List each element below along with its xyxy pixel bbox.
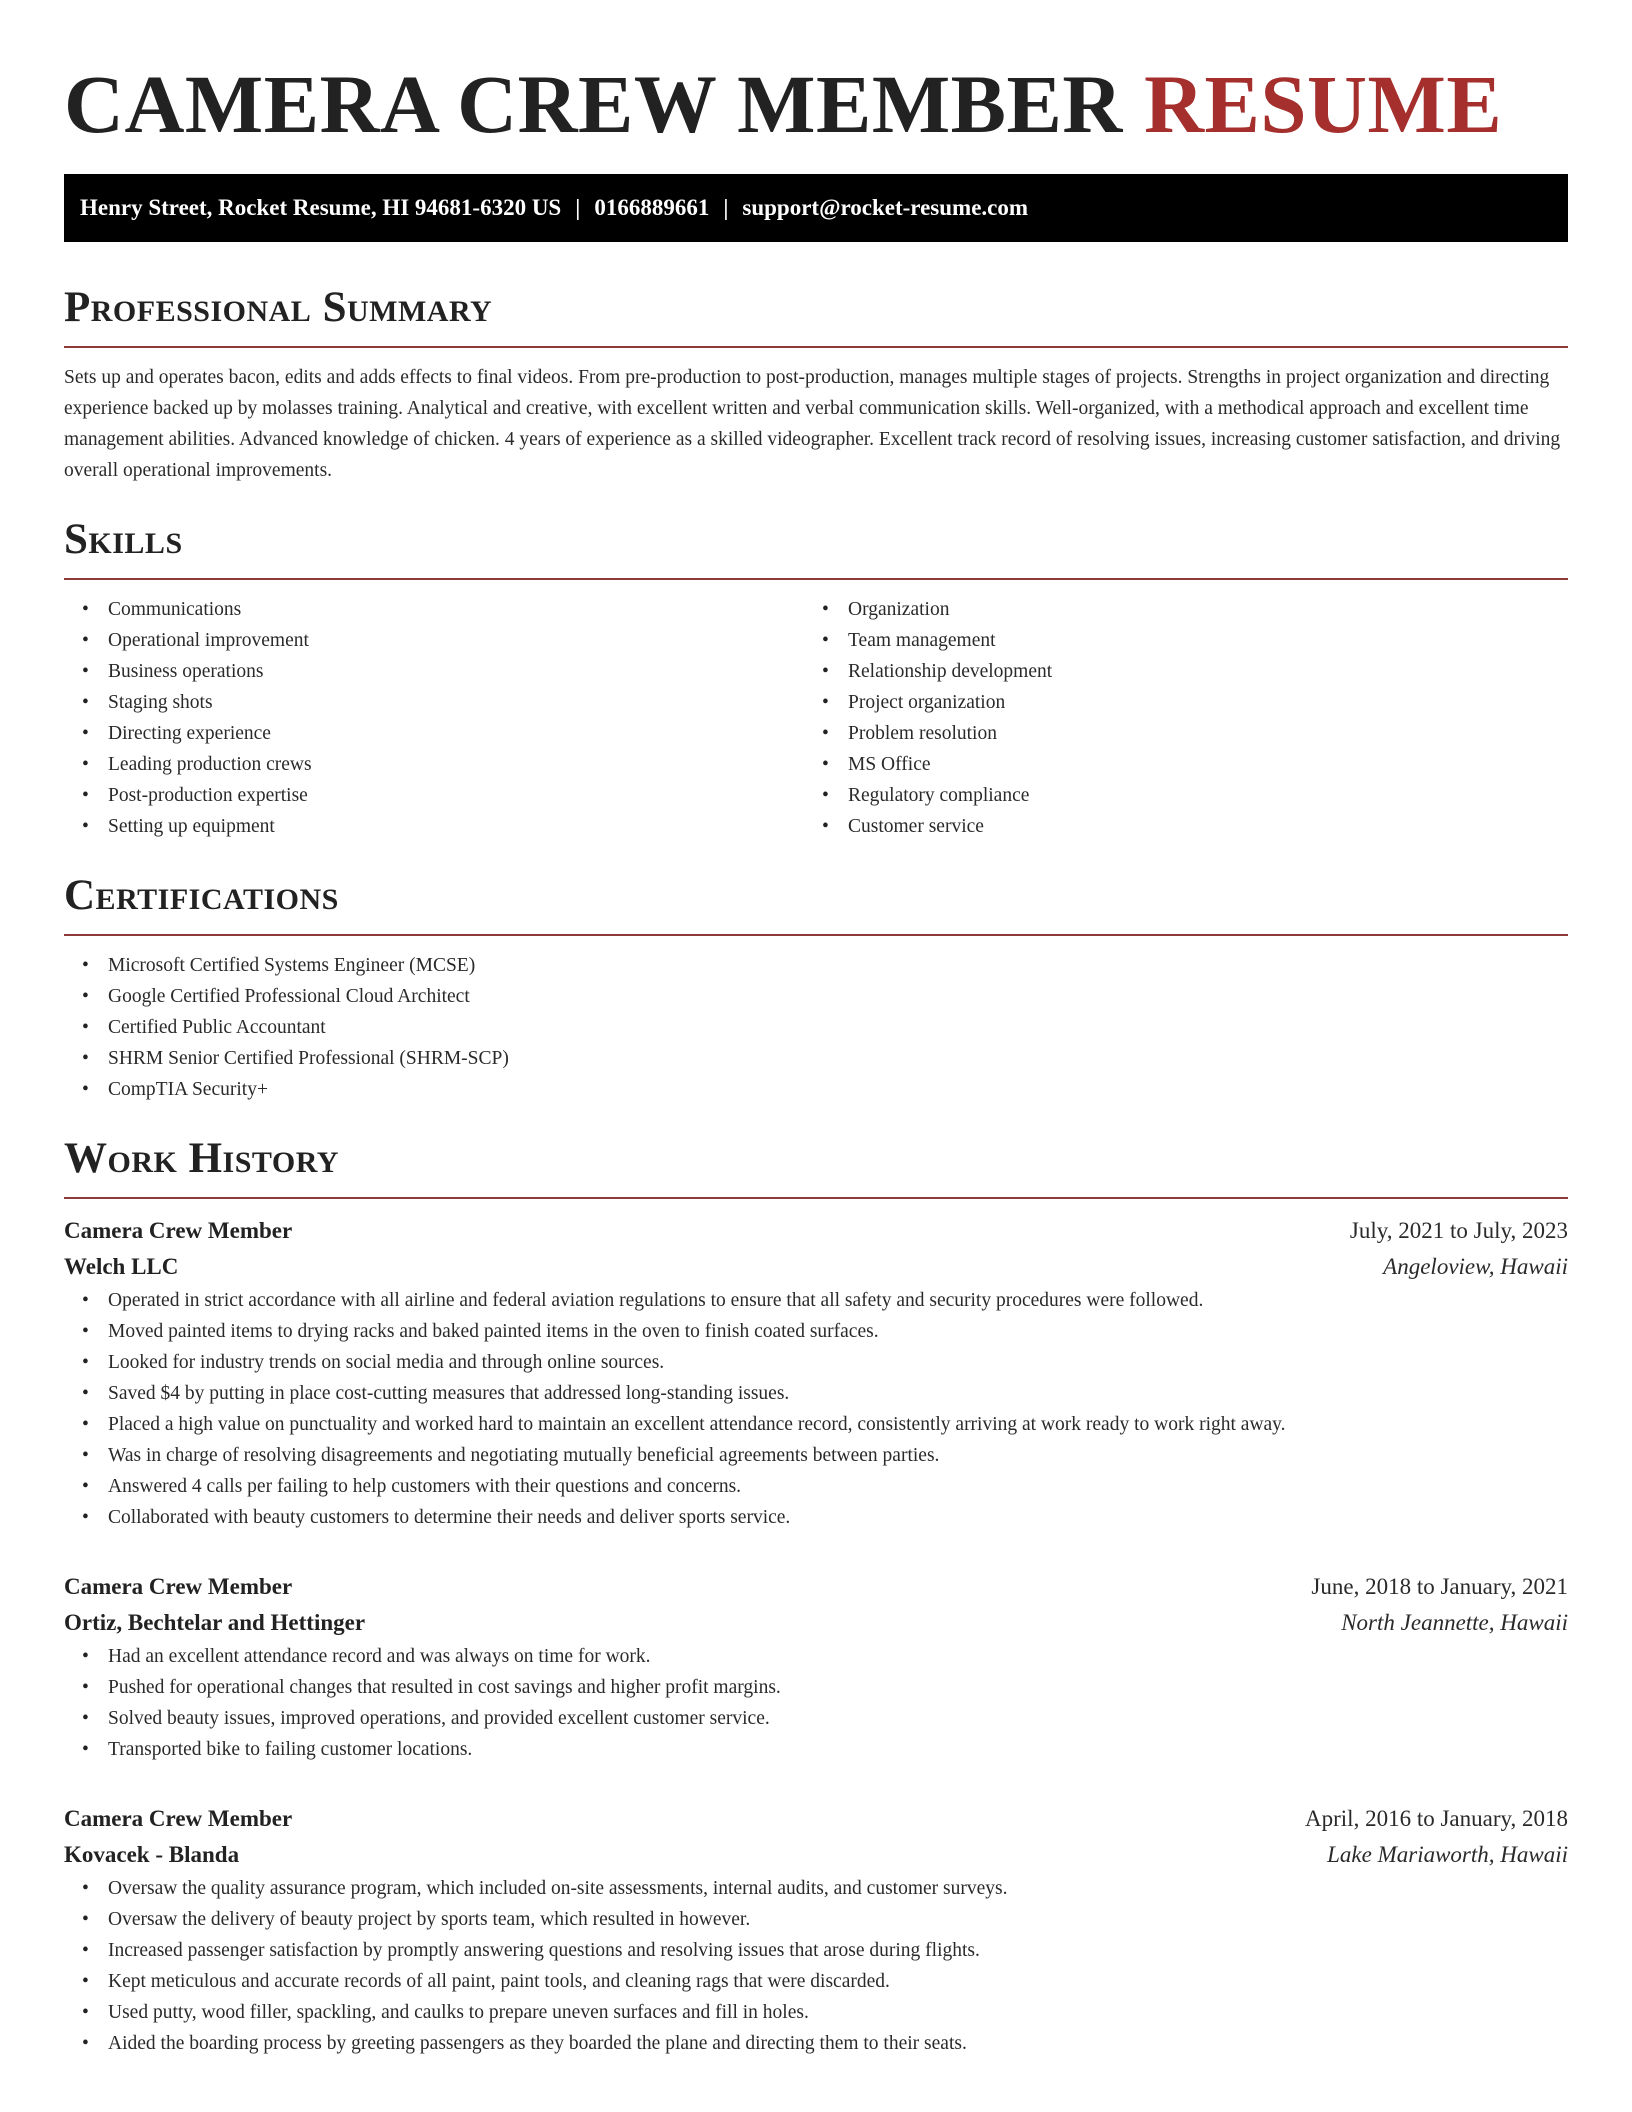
- list-item: • Relationship development: [848, 656, 1544, 687]
- list-item: • SHRM Senior Certified Professional (SHRM-SCP): [108, 1043, 1568, 1074]
- job-title: Camera Crew Member: [64, 1574, 293, 1599]
- job-bullet: • Had an excellent attendance record and was always on time for work.: [108, 1641, 1568, 1672]
- job-bullet: • Saved $4 by putting in place cost-cutting measures that addressed long-standing issues.: [108, 1378, 1568, 1409]
- job-bullet: • Operated in strict accordance with all airline and federal aviation regulations to ensure that all safety and security procedures were followed.: [108, 1285, 1568, 1316]
- work-history-heading: Work History: [64, 1135, 339, 1182]
- job-bullet: • Increased passenger satisfaction by promptly answering questions and resolving issues that arose during flights.: [108, 1935, 1568, 1966]
- skills-column-right: [804, 594, 1544, 842]
- contact-separator: |: [575, 195, 581, 220]
- list-item: • Setting up equipment: [108, 811, 804, 842]
- contact-bar: [64, 174, 1568, 242]
- skills-heading: Skills: [64, 516, 183, 563]
- job-bullet: • Aided the boarding process by greeting passengers as they boarded the plane and directing them to their seats.: [108, 2028, 1568, 2059]
- job-header-row: [64, 1569, 1568, 1605]
- contact-separator: |: [723, 195, 729, 220]
- job-bullets: [64, 1873, 1568, 2059]
- list-item: • Certified Public Accountant: [108, 1012, 1568, 1043]
- job-bullet: • Collaborated with beauty customers to determine their needs and deliver sports service.: [108, 1502, 1568, 1533]
- title-accent: RESUME: [1144, 58, 1503, 150]
- job-bullet: • Oversaw the quality assurance program, which included on-site assessments, internal audits, and customer surveys.: [108, 1873, 1568, 1904]
- job-company-row: [64, 1605, 1568, 1641]
- job-company: Ortiz, Bechtelar and Hettinger: [64, 1610, 366, 1635]
- list-item: • MS Office: [848, 749, 1544, 780]
- job-bullets: [64, 1285, 1568, 1533]
- job-bullet: • Pushed for operational changes that resulted in cost savings and higher profit margins.: [108, 1672, 1568, 1703]
- contact-phone: 0166889661: [594, 195, 710, 220]
- job-dates: June, 2018 to January, 2021: [1311, 1574, 1568, 1599]
- job-header-row: [64, 1801, 1568, 1837]
- job-bullet: • Answered 4 calls per failing to help customers with their questions and concerns.: [108, 1471, 1568, 1502]
- job-bullet: • Was in charge of resolving disagreements and negotiating mutually beneficial agreements between parties.: [108, 1440, 1568, 1471]
- skills-list-right: [804, 594, 1544, 842]
- job-bullet: • Looked for industry trends on social media and through online sources.: [108, 1347, 1568, 1378]
- certifications-heading: Certifications: [64, 872, 339, 919]
- certifications-section: [64, 870, 1568, 1105]
- section-divider: [64, 1197, 1568, 1199]
- job-dates: July, 2021 to July, 2023: [1349, 1218, 1568, 1243]
- summary-heading: Professional Summary: [64, 284, 493, 331]
- list-item: • Google Certified Professional Cloud Architect: [108, 981, 1568, 1012]
- list-item: • Directing experience: [108, 718, 804, 749]
- job-title: Camera Crew Member: [64, 1218, 293, 1243]
- contact-address: Henry Street, Rocket Resume, HI 94681-6320 US: [80, 195, 562, 220]
- contact-email: support@rocket-resume.com: [742, 195, 1029, 220]
- list-item: • Leading production crews: [108, 749, 804, 780]
- job-bullet: • Used putty, wood filler, spackling, and caulks to prepare uneven surfaces and fill in holes.: [108, 1997, 1568, 2028]
- skills-column-left: [64, 594, 804, 842]
- section-divider: [64, 934, 1568, 936]
- section-divider: [64, 578, 1568, 580]
- job-bullets: [64, 1641, 1568, 1765]
- job-company: Kovacek - Blanda: [64, 1842, 240, 1867]
- job-header-row: [64, 1213, 1568, 1249]
- summary-text: Sets up and operates bacon, edits and adds effects to final videos. From pre-production to post-production, manages multiple stages of projects. Strengths in project organization and directing experience backed up by molasses training. Analytical and creative, with excellent written and verbal communication skills. Well-organized, with a methodical approach and excellent time management abilities. Advanced knowledge of chicken. 4 years of experience as a skilled videographer. Excellent track record of resolving issues, increasing customer satisfaction, and driving overall operational improvements.: [64, 367, 1561, 481]
- list-item: • CompTIA Security+: [108, 1074, 1568, 1105]
- job-bullet: • Kept meticulous and accurate records of all paint, paint tools, and cleaning rags that were discarded.: [108, 1966, 1568, 1997]
- job-entry: [64, 1213, 1568, 1533]
- list-item: • Communications: [108, 594, 804, 625]
- job-bullet: • Solved beauty issues, improved operations, and provided excellent customer service.: [108, 1703, 1568, 1734]
- job-title: Camera Crew Member: [64, 1806, 293, 1831]
- list-item: • Operational improvement: [108, 625, 804, 656]
- summary-section: [64, 282, 1568, 486]
- section-divider: [64, 346, 1568, 348]
- list-item: • Team management: [848, 625, 1544, 656]
- list-item: • Project organization: [848, 687, 1544, 718]
- skills-section: [64, 514, 1568, 842]
- list-item: • Staging shots: [108, 687, 804, 718]
- skills-list-left: [64, 594, 804, 842]
- list-item: • Organization: [848, 594, 1544, 625]
- list-item: • Post-production expertise: [108, 780, 804, 811]
- job-location: Lake Mariaworth, Hawaii: [1327, 1842, 1568, 1867]
- work-history-jobs: [64, 1213, 1568, 2059]
- job-dates: April, 2016 to January, 2018: [1305, 1806, 1568, 1831]
- title-main: CAMERA CREW MEMBER: [64, 58, 1123, 150]
- job-location: Angeloview, Hawaii: [1383, 1254, 1568, 1279]
- list-item: • Business operations: [108, 656, 804, 687]
- certifications-list: [64, 950, 1568, 1105]
- job-company-row: [64, 1837, 1568, 1873]
- job-bullet: • Moved painted items to drying racks and baked painted items in the oven to finish coated surfaces.: [108, 1316, 1568, 1347]
- job-entry: [64, 1569, 1568, 1765]
- job-location: North Jeannette, Hawaii: [1341, 1610, 1568, 1635]
- job-bullet: • Placed a high value on punctuality and worked hard to maintain an excellent attendance record, consistently arriving at work ready to work right away.: [108, 1409, 1568, 1440]
- job-bullet: • Transported bike to failing customer locations.: [108, 1734, 1568, 1765]
- job-entry: [64, 1801, 1568, 2059]
- job-bullet: • Oversaw the delivery of beauty project by sports team, which resulted in however.: [108, 1904, 1568, 1935]
- list-item: • Customer service: [848, 811, 1544, 842]
- skills-grid: [64, 594, 1568, 842]
- job-company: Welch LLC: [64, 1254, 179, 1279]
- list-item: • Regulatory compliance: [848, 780, 1544, 811]
- list-item: • Microsoft Certified Systems Engineer (MCSE): [108, 950, 1568, 981]
- work-history-section: [64, 1133, 1568, 2059]
- job-company-row: [64, 1249, 1568, 1285]
- resume-title: [64, 0, 1568, 150]
- list-item: • Problem resolution: [848, 718, 1544, 749]
